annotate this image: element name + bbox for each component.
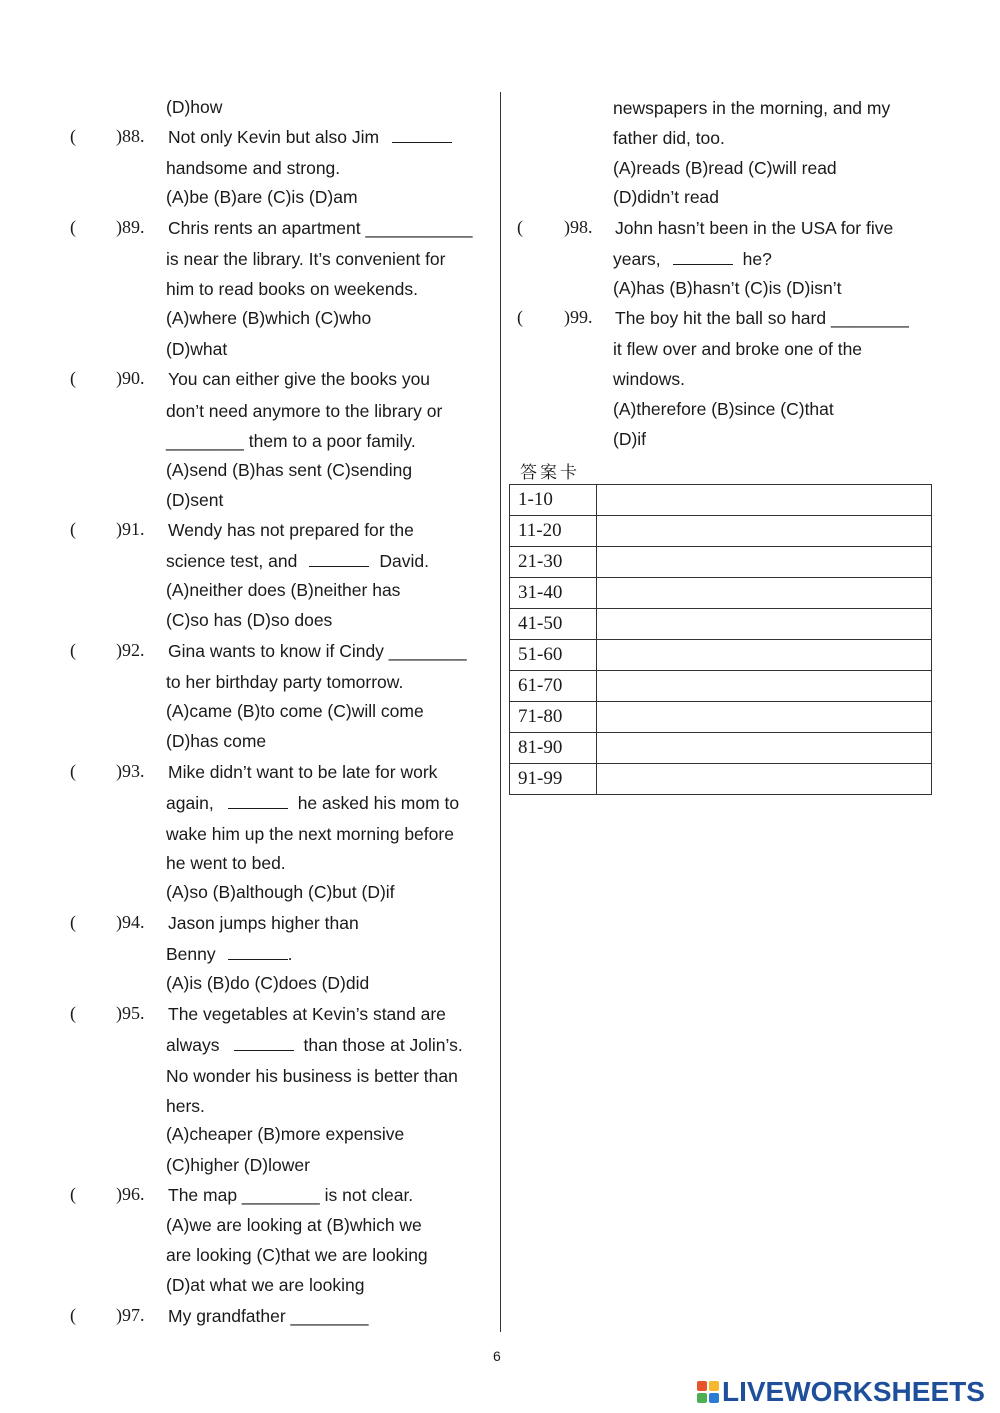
options: (A)send (B)has sent (C)sending: [166, 460, 413, 480]
answer-cell[interactable]: [597, 578, 932, 609]
options: are looking (C)that we are looking: [166, 1245, 428, 1265]
answer-cell[interactable]: [597, 485, 932, 516]
answer-paren[interactable]: (: [70, 912, 76, 932]
question-number: )88.: [116, 126, 145, 146]
answer-paren[interactable]: (: [70, 217, 76, 237]
question-text: Benny .: [166, 944, 293, 964]
answer-card-row: [510, 671, 932, 702]
question-text: Chris rents an apartment ___________: [168, 218, 473, 238]
question-text: windows.: [613, 369, 685, 389]
question-text: him to read books on weekends.: [166, 279, 418, 299]
question-number: )96.: [116, 1184, 145, 1204]
answer-range-label: 91-99: [510, 764, 597, 795]
question-text: ________ them to a poor family.: [166, 431, 416, 451]
question-text: it flew over and broke one of the: [613, 339, 863, 359]
question-text: Not only Kevin but also Jim: [168, 126, 452, 148]
question-number: )91.: [116, 519, 145, 539]
question-text: Jason jumps higher than: [168, 913, 359, 933]
question-number: )97.: [116, 1305, 145, 1325]
question-number: )90.: [116, 368, 145, 388]
question-text: wake him up the next morning before: [166, 824, 454, 844]
answer-card-row: [510, 578, 932, 609]
question-text: science test, and David.: [166, 551, 429, 571]
question-text: is near the library. It’s convenient for: [166, 249, 446, 269]
question-text: hers.: [166, 1096, 205, 1116]
question-text: father did, too.: [613, 128, 725, 148]
options: (D)didn’t read: [613, 187, 720, 207]
answer-card-row: [510, 609, 932, 640]
answer-cell[interactable]: [597, 671, 932, 702]
answer-paren[interactable]: (: [70, 126, 76, 146]
question-text: to her birthday party tomorrow.: [166, 672, 404, 692]
question-number: )89.: [116, 217, 145, 237]
answer-range-label: 81-90: [510, 733, 597, 764]
answer-paren[interactable]: (: [70, 1184, 76, 1204]
question-text: Mike didn’t want to be late for work: [168, 762, 438, 782]
options: (A)has (B)hasn’t (C)is (D)isn’t: [613, 278, 842, 298]
logo-icon: [697, 1381, 719, 1403]
answer-paren[interactable]: (: [70, 640, 76, 660]
answer-range-label: 51-60: [510, 640, 597, 671]
answer-range-label: 61-70: [510, 671, 597, 702]
question-number: )99.: [564, 307, 593, 327]
question-text: newspapers in the morning, and my: [613, 98, 891, 118]
answer-cell[interactable]: [597, 733, 932, 764]
answer-range-label: 1-10: [510, 485, 597, 516]
question-text: always than those at Jolin’s.: [166, 1035, 463, 1055]
answer-paren[interactable]: (: [70, 1003, 76, 1023]
options: (D)what: [166, 339, 228, 359]
answer-cell[interactable]: [597, 640, 932, 671]
question-number: )94.: [116, 912, 145, 932]
answer-range-label: 31-40: [510, 578, 597, 609]
answer-cell[interactable]: [597, 702, 932, 733]
column-divider: [500, 92, 501, 1332]
question-text: years, he?: [613, 249, 772, 269]
question-text: The vegetables at Kevin’s stand are: [168, 1004, 446, 1024]
question-text: don’t need anymore to the library or: [166, 401, 443, 421]
answer-card-table: [509, 484, 932, 795]
question-number: )95.: [116, 1003, 145, 1023]
answer-card-row: [510, 516, 932, 547]
options: (D)has come: [166, 731, 267, 751]
options: (D)sent: [166, 490, 224, 510]
question-text: Gina wants to know if Cindy ________: [168, 641, 467, 661]
answer-paren[interactable]: (: [70, 519, 76, 539]
question-text: You can either give the books you: [168, 369, 431, 389]
logo-text: LIVEWORKSHEETS: [722, 1376, 985, 1407]
answer-range-label: 11-20: [510, 516, 597, 547]
options: (A)we are looking at (B)which we: [166, 1215, 422, 1235]
options: (D)if: [613, 429, 647, 449]
question-text: he went to bed.: [166, 853, 286, 873]
answer-cell[interactable]: [597, 609, 932, 640]
options: (A)where (B)which (C)who: [166, 308, 372, 328]
answer-cell[interactable]: [597, 516, 932, 547]
question-text: again, he asked his mom to: [166, 793, 460, 813]
options: (A)be (B)are (C)is (D)am: [166, 187, 358, 207]
question-text: The boy hit the ball so hard ________: [615, 308, 909, 328]
carry-over-option: (D)how: [166, 97, 223, 117]
options: (A)cheaper (B)more expensive: [166, 1124, 405, 1144]
question-number: )93.: [116, 761, 145, 781]
answer-card-row: [510, 733, 932, 764]
question-number: )92.: [116, 640, 145, 660]
answer-card-row: [510, 702, 932, 733]
question-text: The map ________ is not clear.: [168, 1185, 414, 1205]
answer-card-title: 答案卡: [520, 463, 580, 483]
answer-card-row: [510, 547, 932, 578]
answer-card-row: [510, 764, 932, 795]
answer-range-label: 71-80: [510, 702, 597, 733]
answer-paren[interactable]: (: [70, 368, 76, 388]
question-text: John hasn’t been in the USA for five: [615, 218, 894, 238]
liveworksheets-logo[interactable]: [697, 1376, 985, 1408]
question-number: )98.: [564, 217, 593, 237]
answer-range-label: 41-50: [510, 609, 597, 640]
question-text: My grandfather ________: [168, 1306, 369, 1326]
options: (A)is (B)do (C)does (D)did: [166, 973, 370, 993]
answer-range-label: 21-30: [510, 547, 597, 578]
answer-card-row: [510, 485, 932, 516]
question-text: No wonder his business is better than: [166, 1066, 458, 1086]
options: (C)higher (D)lower: [166, 1155, 310, 1175]
page-number: 6: [493, 1348, 501, 1364]
answer-paren[interactable]: (: [70, 761, 76, 781]
options: (A)reads (B)read (C)will read: [613, 158, 837, 178]
answer-card-row: [510, 640, 932, 671]
options: (A)neither does (B)neither has: [166, 580, 401, 600]
answer-paren[interactable]: (: [70, 1305, 76, 1325]
answer-paren[interactable]: (: [517, 307, 523, 327]
question-text: handsome and strong.: [166, 158, 341, 178]
question-text: Wendy has not prepared for the: [168, 520, 414, 540]
options: (C)so has (D)so does: [166, 610, 333, 630]
options: (D)at what we are looking: [166, 1275, 365, 1295]
answer-cell[interactable]: [597, 764, 932, 795]
options: (A)so (B)although (C)but (D)if: [166, 882, 395, 902]
answer-paren[interactable]: (: [517, 217, 523, 237]
options: (A)came (B)to come (C)will come: [166, 701, 424, 721]
answer-cell[interactable]: [597, 547, 932, 578]
options: (A)therefore (B)since (C)that: [613, 399, 834, 419]
